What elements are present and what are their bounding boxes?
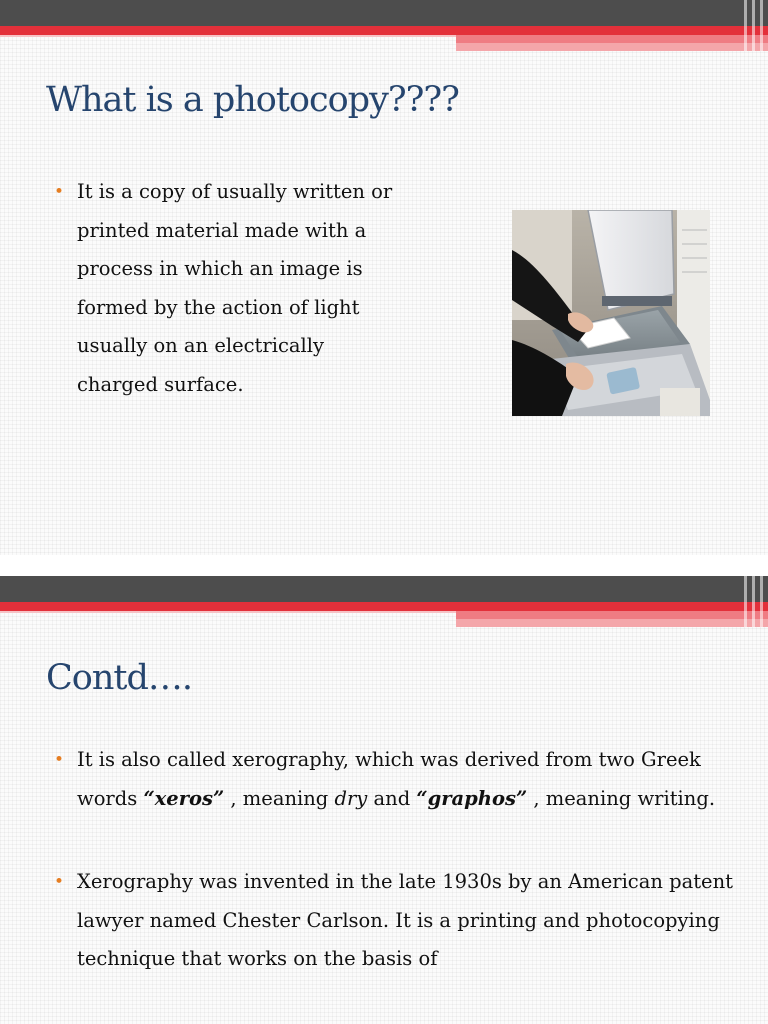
photocopier-photo bbox=[512, 210, 710, 416]
greek-term-graphos: “graphos” bbox=[416, 786, 528, 810]
bullet-dot-icon: • bbox=[54, 750, 65, 770]
greek-term-xeros: “xeros” bbox=[143, 786, 225, 810]
bullet-text: Xerography was invented in the late 1930s by an American patent lawyer named Chester Carlson. It is a printing and photocopying technique that works on the basis of bbox=[77, 870, 733, 970]
slide-title: What is a photocopy???? bbox=[46, 80, 459, 120]
photocopier-photo-illustration bbox=[512, 210, 710, 416]
bullet-list bbox=[54, 741, 744, 979]
bullet-list bbox=[54, 173, 404, 404]
bullet-text-part: and bbox=[367, 786, 417, 810]
slide-title: Contd…. bbox=[46, 658, 192, 698]
bullet-dot-icon: • bbox=[54, 182, 65, 202]
slide-header-band bbox=[0, 576, 768, 632]
word-dry: dry bbox=[334, 786, 368, 810]
bullet-text-part: , meaning bbox=[224, 786, 335, 810]
bullet-item bbox=[54, 741, 744, 818]
slide-2 bbox=[0, 576, 768, 1024]
bullet-item bbox=[54, 173, 404, 404]
slide-gap bbox=[0, 555, 768, 576]
bullet-text-part: , meaning writing. bbox=[527, 786, 716, 810]
bullet-text: It is a copy of usually written or printed material made with a process in which an image is formed by the action of light usually on an electrically charged surface. bbox=[77, 180, 393, 396]
bullet-dot-icon: • bbox=[54, 872, 65, 892]
bullet-text-part: It is also called xerography, which was derived from two Greek words bbox=[77, 748, 701, 810]
bullet-item bbox=[54, 863, 744, 979]
slide-header-band bbox=[0, 0, 768, 56]
